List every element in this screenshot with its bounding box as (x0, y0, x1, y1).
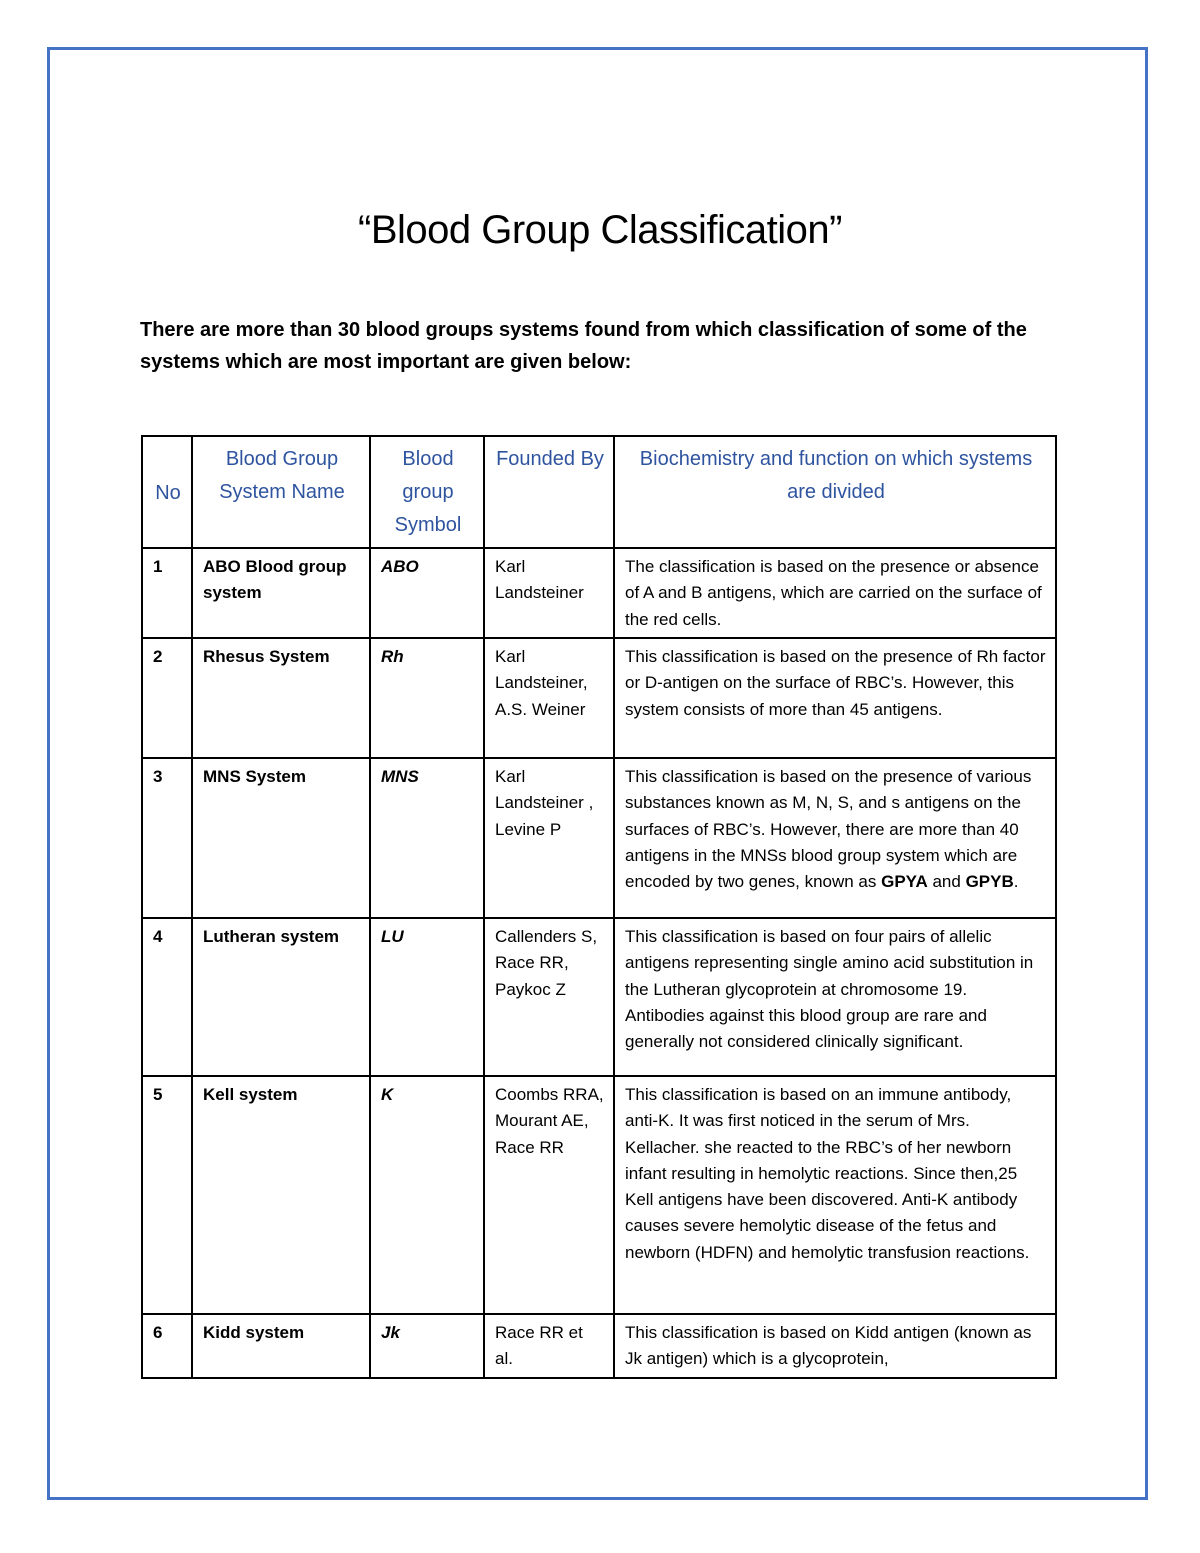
system-symbol: ABO (370, 548, 484, 638)
biochemistry-text-part: This classification is based on the presence of various substances known as M, N, S, and s antigens on the surfaces of RBC’s. However, there are more than 40 antigens in the MNSs blood group system which are encoded by two genes, known as (625, 767, 1032, 892)
biochemistry-text-part: and (927, 872, 966, 892)
header-founded-by: Founded By (484, 436, 614, 548)
biochemistry-text: The classification is based on the presence or absence of A and B antigens, which are carried on the surface of the red cells. (614, 548, 1056, 638)
table-row (142, 758, 1056, 918)
founded-by: Karl Landsteiner, A.S. Weiner (484, 638, 614, 758)
founded-by: Karl Landsteiner (484, 548, 614, 638)
biochemistry-text: This classification is based on an immune antibody, anti-K. It was first noticed in the serum of Mrs. Kellacher. she reacted to the RBC’s of her newborn infant resulting in hemolytic reactions. Since then,25 Kell antigens have been discovered. Anti-K antibody causes severe hemolytic disease of the fetus and newborn (HDFN) and hemolytic transfusion reactions. (614, 1076, 1056, 1314)
system-symbol: LU (370, 918, 484, 1076)
header-symbol: Blood group Symbol (370, 436, 484, 548)
biochemistry-text: This classification is based on Kidd antigen (known as Jk antigen) which is a glycoprotein, (614, 1314, 1056, 1378)
gene-name-gpya: GPYA (881, 872, 928, 892)
row-number: 1 (142, 548, 192, 638)
gene-name-gpyb: GPYB (965, 872, 1014, 892)
biochemistry-text (614, 758, 1056, 918)
header-system-name: Blood Group System Name (192, 436, 370, 548)
header-biochemistry: Biochemistry and function on which systems are divided (614, 436, 1056, 548)
row-number: 3 (142, 758, 192, 918)
table-row (142, 548, 1056, 638)
table-row (142, 638, 1056, 758)
founded-by: Coombs RRA, Mourant AE, Race RR (484, 1076, 614, 1314)
system-name: Kell system (192, 1076, 370, 1314)
row-number: 5 (142, 1076, 192, 1314)
founded-by: Karl Landsteiner , Levine P (484, 758, 614, 918)
system-name: Rhesus System (192, 638, 370, 758)
page-title: “Blood Group Classification” (358, 208, 842, 252)
blood-group-table (141, 435, 1057, 1379)
system-symbol: K (370, 1076, 484, 1314)
founded-by: Callenders S, Race RR, Paykoc Z (484, 918, 614, 1076)
system-name: ABO Blood group system (192, 548, 370, 638)
founded-by: Race RR et al. (484, 1314, 614, 1378)
row-number: 4 (142, 918, 192, 1076)
table-row (142, 1314, 1056, 1378)
biochemistry-text: This classification is based on the presence of Rh factor or D-antigen on the surface of RBC’s. However, this system consists of more than 45 antigens. (614, 638, 1056, 758)
system-name: Lutheran system (192, 918, 370, 1076)
table-row (142, 1076, 1056, 1314)
system-symbol: MNS (370, 758, 484, 918)
system-symbol: Rh (370, 638, 484, 758)
header-no: No (142, 436, 192, 548)
system-name: Kidd system (192, 1314, 370, 1378)
system-name: MNS System (192, 758, 370, 918)
row-number: 2 (142, 638, 192, 758)
table-header-row (142, 436, 1056, 548)
biochemistry-text: This classification is based on four pairs of allelic antigens representing single amino acid substitution in the Lutheran glycoprotein at chromosome 19. Antibodies against this blood group are rare and generally not considered clinically significant. (614, 918, 1056, 1076)
intro-paragraph: There are more than 30 blood groups systems found from which classification of some of the systems which are most important are given below: (140, 319, 1027, 373)
table-row (142, 918, 1056, 1076)
biochemistry-text-part: . (1013, 872, 1019, 892)
row-number: 6 (142, 1314, 192, 1378)
system-symbol: Jk (370, 1314, 484, 1378)
